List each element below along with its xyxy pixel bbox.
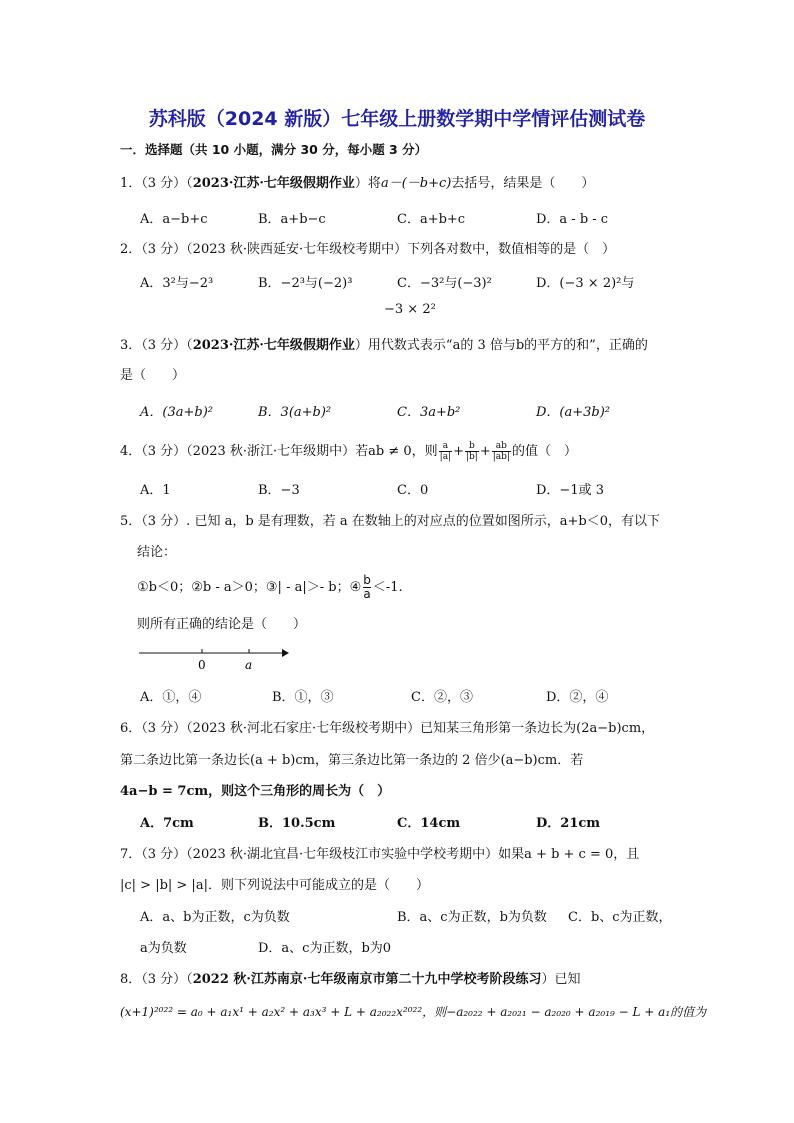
q3-option-a: A．(3a+b)² <box>140 405 213 420</box>
q1-source: 2023·江苏·七年级假期作业 <box>192 176 355 191</box>
question-2-stem: 2．（3 分）（2023 秋·陕西延安·七年级校考期中）下列各对数中，数值相等的是（ ） <box>120 242 616 257</box>
q3-option-c: C．3a+b² <box>397 405 461 420</box>
question-3-stem <box>120 334 648 353</box>
q3-stem-a: 3．（3 分）（ <box>120 338 193 353</box>
q4-frac2-den: |b| <box>466 452 478 462</box>
q4-option-b: B．−3 <box>258 483 300 498</box>
q6-option-a: A．7cm <box>140 816 194 831</box>
q8-source: 2022 秋·江苏南京·七年级南京市第二十九中学校考阶段练习 <box>192 972 542 987</box>
question-6-line-1: 6．（3 分）（2023 秋·河北石家庄·七年级校考期中）已知某三角形第一条边长为(2a−b)cm， <box>120 721 655 736</box>
question-6-line-2: 第二条边比第一条边长(a + b)cm，第三条边比第一条边的 2 倍少(a−b)cm．若 <box>120 753 584 768</box>
q1-stem-a: 1．（3 分）（ <box>120 176 193 191</box>
q3-option-b: B．3(a+b)² <box>258 405 332 420</box>
q4-frac1-num: a <box>439 441 452 452</box>
q4-fraction-1 <box>439 441 452 462</box>
q1-option-b: B．a+b−c <box>258 212 326 227</box>
q5-conclusions-text: ①b＜0；②b - a＞0；③| - a|＞- b；④ <box>137 580 362 595</box>
q6-option-d: D．21cm <box>536 816 601 831</box>
q1-option-d: D．a - b - c <box>536 212 609 227</box>
q4-fraction-2 <box>465 441 479 462</box>
page-title: 苏科版（2024 新版）七年级上册数学期中学情评估测试卷 <box>148 108 646 130</box>
question-6-line-3: 4a−b = 7cm，则这个三角形的周长为（ ） <box>120 784 391 799</box>
question-5-stem: 5．（3 分）. 已知 a，b 是有理数，若 a 在数轴上的对应点的位置如图所示，a+b＜0，有以下 <box>120 514 661 529</box>
q1-option-c: C．a+b+c <box>397 212 466 227</box>
section-heading: 一．选择题（共 10 小题，满分 30 分，每小题 3 分） <box>120 142 428 157</box>
q4-option-a: A．1 <box>140 483 171 498</box>
q4-stem-b: 的值（ ） <box>511 444 577 459</box>
q5-conclusions-tail: ＜-1. <box>372 580 403 595</box>
question-5-stem-cont: 结论： <box>137 545 177 560</box>
q1-stem-b: ）将 <box>354 176 381 191</box>
q7-option-d: D．a、c为正数，b为0 <box>258 941 392 956</box>
q4-fraction-3 <box>492 441 511 462</box>
number-line-figure <box>136 644 296 676</box>
q7-option-c: C．b、c为正数， <box>568 910 672 925</box>
q6-option-b: B．10.5cm <box>258 816 336 831</box>
q5-frac-den: a <box>363 587 371 601</box>
q8-line1-a: 8．（3 分）（ <box>120 972 193 987</box>
q2-option-b: B．−2³与(−2)³ <box>258 276 353 291</box>
q8-line1-b: ）已知 <box>541 972 581 987</box>
q4-frac2-num: b <box>465 441 479 452</box>
q2-option-d-cont: −3 × 2² <box>384 302 436 317</box>
q1-option-a: A．a−b+c <box>140 212 208 227</box>
question-3-stem-cont: 是（ ） <box>120 368 186 383</box>
q7-option-b: B．a、c为正数，b为负数 <box>397 910 547 925</box>
number-line-a-label: a <box>245 658 253 672</box>
q5-fraction <box>363 574 371 601</box>
q3-source: 2023·江苏·七年级假期作业 <box>192 338 355 353</box>
q4-stem-a: 4．（3 分）（2023 秋·浙江·七年级期中）若ab ≠ 0，则 <box>120 444 438 459</box>
q4-option-c: C．0 <box>397 483 429 498</box>
q2-option-d: D．(−3 × 2)²与 <box>536 276 635 291</box>
number-line-arrow <box>282 649 289 657</box>
q1-stem-c: 去括号，结果是（ ） <box>451 176 595 191</box>
q2-option-c: C．−3²与(−3)² <box>397 276 492 291</box>
question-1-stem <box>120 172 594 191</box>
q3-option-d: D．(a+3b)² <box>536 405 611 420</box>
q5-option-a: A．①，④ <box>140 690 202 705</box>
q4-frac3-num: ab <box>492 441 511 452</box>
q5-frac-num: b <box>363 573 371 587</box>
q5-ask: 则所有正确的结论是（ ） <box>137 617 307 632</box>
q5-conclusions <box>137 574 403 601</box>
question-7-line-1: 7．（3 分）（2023 秋·湖北宜昌·七年级枝江市实验中学校考期中）如果a + b + c = 0，且 <box>120 847 640 862</box>
question-8-line-2: (x+1)²⁰²² = a₀ + a₁x¹ + a₂x² + a₃x³ + L + a₂₀₂₂x²⁰²²，则−a₂₀₂₂ + a₂₀₂₁ − a₂₀₂₀ + a₂₀₁₉ − L + a₁的值为 <box>120 1005 707 1019</box>
q4-frac1-den: |a| <box>439 452 452 462</box>
q5-option-c: C．②，③ <box>411 690 473 705</box>
q5-option-d: D．②，④ <box>546 690 609 705</box>
q4-option-d: D．−1或 3 <box>536 483 604 498</box>
q2-option-a: A．3²与−2³ <box>140 276 214 291</box>
q6-option-c: C．14cm <box>397 816 461 831</box>
q1-expression: a－(－b+c) <box>380 176 452 191</box>
question-8-line-1 <box>120 968 580 987</box>
q4-frac3-den: |ab| <box>492 452 510 462</box>
q5-option-b: B．①，③ <box>272 690 334 705</box>
q7-option-c-cont: a为负数 <box>140 941 187 956</box>
q3-stem-b: ）用代数式表示“a的 3 倍与b的平方的和”，正确的 <box>354 338 648 353</box>
question-4-stem: 4．（3 分）（2023 秋·浙江·七年级期中）若ab ≠ 0，则 $\frac{a}{|a|}$ + $\frac{b}{|b|}$ + $\frac{ab}{|ab|}$ 的值（ ） <box>120 441 577 462</box>
q7-option-a: A．a、b为正数，c为负数 <box>140 910 290 925</box>
question-7-line-2: |c| > |b| > |a|．则下列说法中可能成立的是（ ） <box>120 878 429 893</box>
number-line-zero-label: 0 <box>198 658 206 672</box>
